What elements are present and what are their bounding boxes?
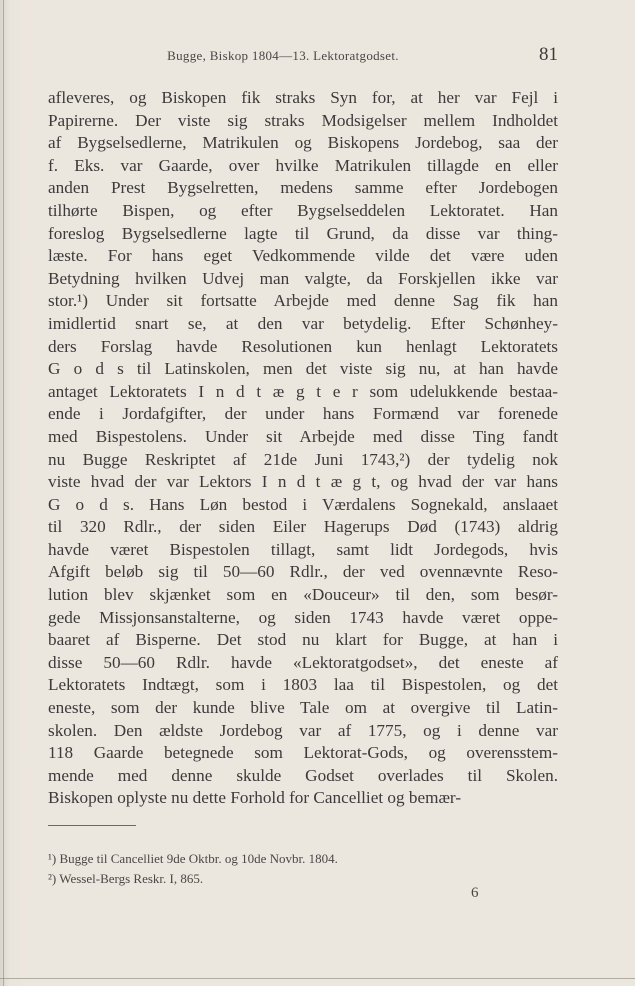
running-title: Bugge, Biskop 1804—13. Lektoratgodset. [167,48,399,63]
text-line: G o d s. Hans Løn bestod i Værdalens Sognekald, anslaaet [48,494,558,514]
printer-signature-mark: 6 [471,885,479,901]
text-line: imidlertid snart se, at den var betydelig. Efter Schønhey- [48,313,558,333]
footnotes [48,849,558,889]
text-line: Afgift beløb sig til 50—60 Rdlr., der ved ovennævnte Reso- [48,562,558,582]
text-line: Lektoratets Indtægt, som i 1803 laa til Bispestolen, og det [48,675,558,695]
footnote-1: ¹) Bugge til Cancelliet 9de Oktbr. og 10de Novbr. 1804. [48,851,338,866]
text-line: læste. For hans eget Vedkommende vilde det være uden [48,246,558,266]
text-line: foreslog Bygselsedlerne lagte til Grund, da disse var thing- [48,223,558,243]
body-text [48,87,558,810]
text-line: G o d s til Latinskolen, men det viste sig nu, at han havde [48,359,558,379]
text-line: antaget Lektoratets I n d t æ g t e r som udelukkende bestaa- [48,381,558,401]
text-line: af Bygselsedlerne, Matrikulen og Biskopens Jordebog, saa der [48,133,558,153]
text-line: Betydning hvilken Udvej man valgte, da Forskjellen ikke var [48,268,558,288]
text-line: stor.¹) Under sit fortsatte Arbejde med denne Sag fik han [48,291,558,311]
text-line: ders Forslag havde Resolutionen kun henlagt Lektoratets [48,336,558,356]
text-line: med Bispestolens. Under sit Arbejde med disse Ting fandt [48,426,558,446]
text-line: eneste, som der kunde blive Tale om at overgive til Latin- [48,698,558,718]
footnote-2: ²) Wessel-Bergs Reskr. I, 865. [48,871,204,886]
text-line: gede Missjonsanstalterne, og siden 1743 havde været oppe- [48,607,558,627]
text-line: ende i Jordafgifter, der under hans Formænd var forenede [48,404,558,424]
text-line: til 320 Rdlr., der siden Eiler Hagerups Død (1743) aldrig [48,517,558,537]
text-line: Biskopen oplyste nu dette Forhold for Cancelliet og bemær- [48,788,462,808]
text-line: baaret af Bisperne. Det stod nu klart for Bugge, at han i [48,630,558,650]
text-line: 118 Gaarde betegnede som Lektorat-Gods, og overensstem- [48,743,558,763]
text-line: tilhørte Bispen, og efter Bygselseddelen Lektoratet. Han [48,200,558,220]
text-line: havde været Bispestolen tillagt, samt lidt Jordegods, hvis [48,539,558,559]
running-head [48,46,558,70]
text-line: Papirerne. Der viste sig straks Modsigelser mellem Indholdet [48,110,558,130]
text-line: viste hvad der var Lektors I n d t æ g t, og hvad der var hans [48,472,558,492]
page-number: 81 [539,44,558,65]
text-line: f. Eks. var Gaarde, over hvilke Matrikulen tillagde en eller [48,155,558,175]
text-line: skolen. Den ældste Jordebog var af 1775, og i denne var [48,720,558,740]
text-line: disse 50—60 Rdlr. havde «Lektoratgodset», det eneste af [48,652,558,672]
text-line: mende med denne skulde Godset overlades til Skolen. [48,765,558,785]
text-line: anden Prest Bygselretten, medens samme efter Jordebogen [48,178,558,198]
text-line: lution blev skjænket som en «Douceur» til den, som besør- [48,585,558,605]
page-bottom-edge [0,978,635,979]
page-left-edge [3,0,4,986]
text-line: nu Bugge Reskriptet af 21de Juni 1743,²) der tydelig nok [48,449,558,469]
footnote-rule [48,825,136,826]
text-line: afleveres, og Biskopen fik straks Syn for, at her var Fejl i [48,88,558,107]
